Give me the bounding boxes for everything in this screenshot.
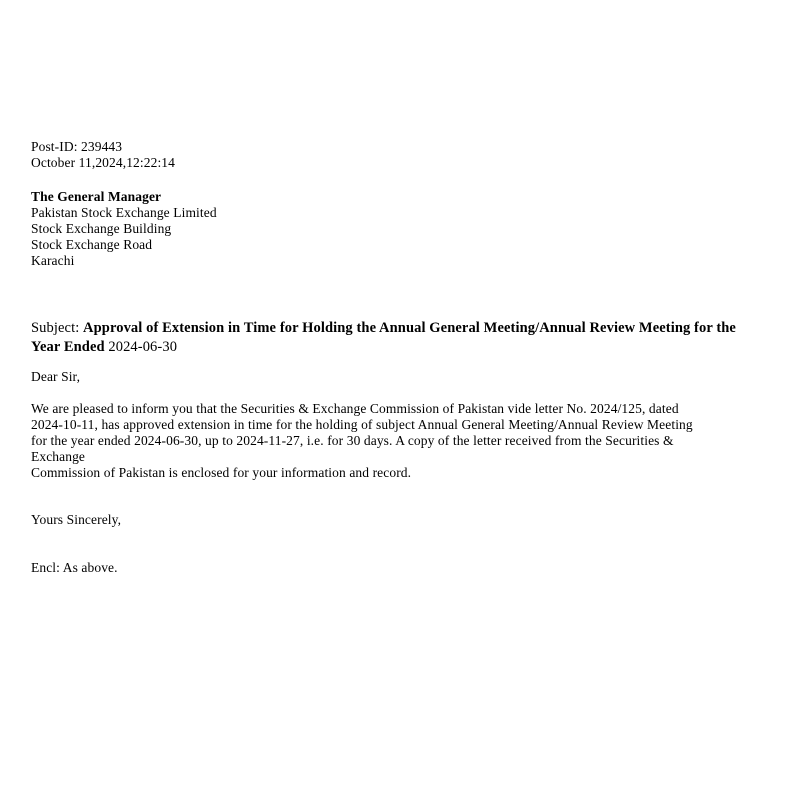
subject-bold-part-1: Approval of Extension in Time for Holding the Annual General Meeting/Annual Review Meeting for the — [83, 320, 736, 336]
subject-block — [31, 319, 776, 357]
recipient-address — [31, 189, 776, 269]
enclosure: Encl: As above. — [31, 560, 118, 575]
subject-label: Subject: — [31, 320, 84, 336]
post-id: Post-ID: 239443 — [31, 139, 123, 154]
subject-line-1 — [31, 319, 776, 338]
salutation: Dear Sir, — [31, 369, 81, 384]
recipient-line-building: Stock Exchange Building — [31, 221, 172, 236]
subject-bold-part-2: Year Ended — [31, 339, 105, 355]
closing: Yours Sincerely, — [31, 512, 122, 527]
body-line-5: Commission of Pakistan is enclosed for your information and record. — [31, 465, 412, 480]
recipient-line-company: Pakistan Stock Exchange Limited — [31, 205, 217, 220]
body-paragraph — [31, 401, 776, 481]
letter-content — [31, 139, 776, 576]
subject-date: 2024-06-30 — [104, 339, 178, 355]
body-line-2: 2024-10-11, has approved extension in time for the holding of subject Annual General Meeting/Annual Review Meeting — [31, 417, 693, 432]
body-line-4: Exchange — [31, 449, 86, 464]
body-line-1: We are pleased to inform you that the Securities & Exchange Commission of Pakistan vide letter No. 2024/125, dated — [31, 401, 679, 416]
subject-line-2 — [31, 338, 776, 357]
date-time: October 11,2024,12:22:14 — [31, 155, 176, 170]
body-line-3: for the year ended 2024-06-30, up to 2024-11-27, i.e. for 30 days. A copy of the letter received from the Securities & — [31, 433, 674, 448]
recipient-line-road: Stock Exchange Road — [31, 237, 153, 252]
recipient-name: The General Manager — [31, 189, 162, 204]
meta-block — [31, 139, 776, 171]
recipient-line-city: Karachi — [31, 253, 75, 268]
